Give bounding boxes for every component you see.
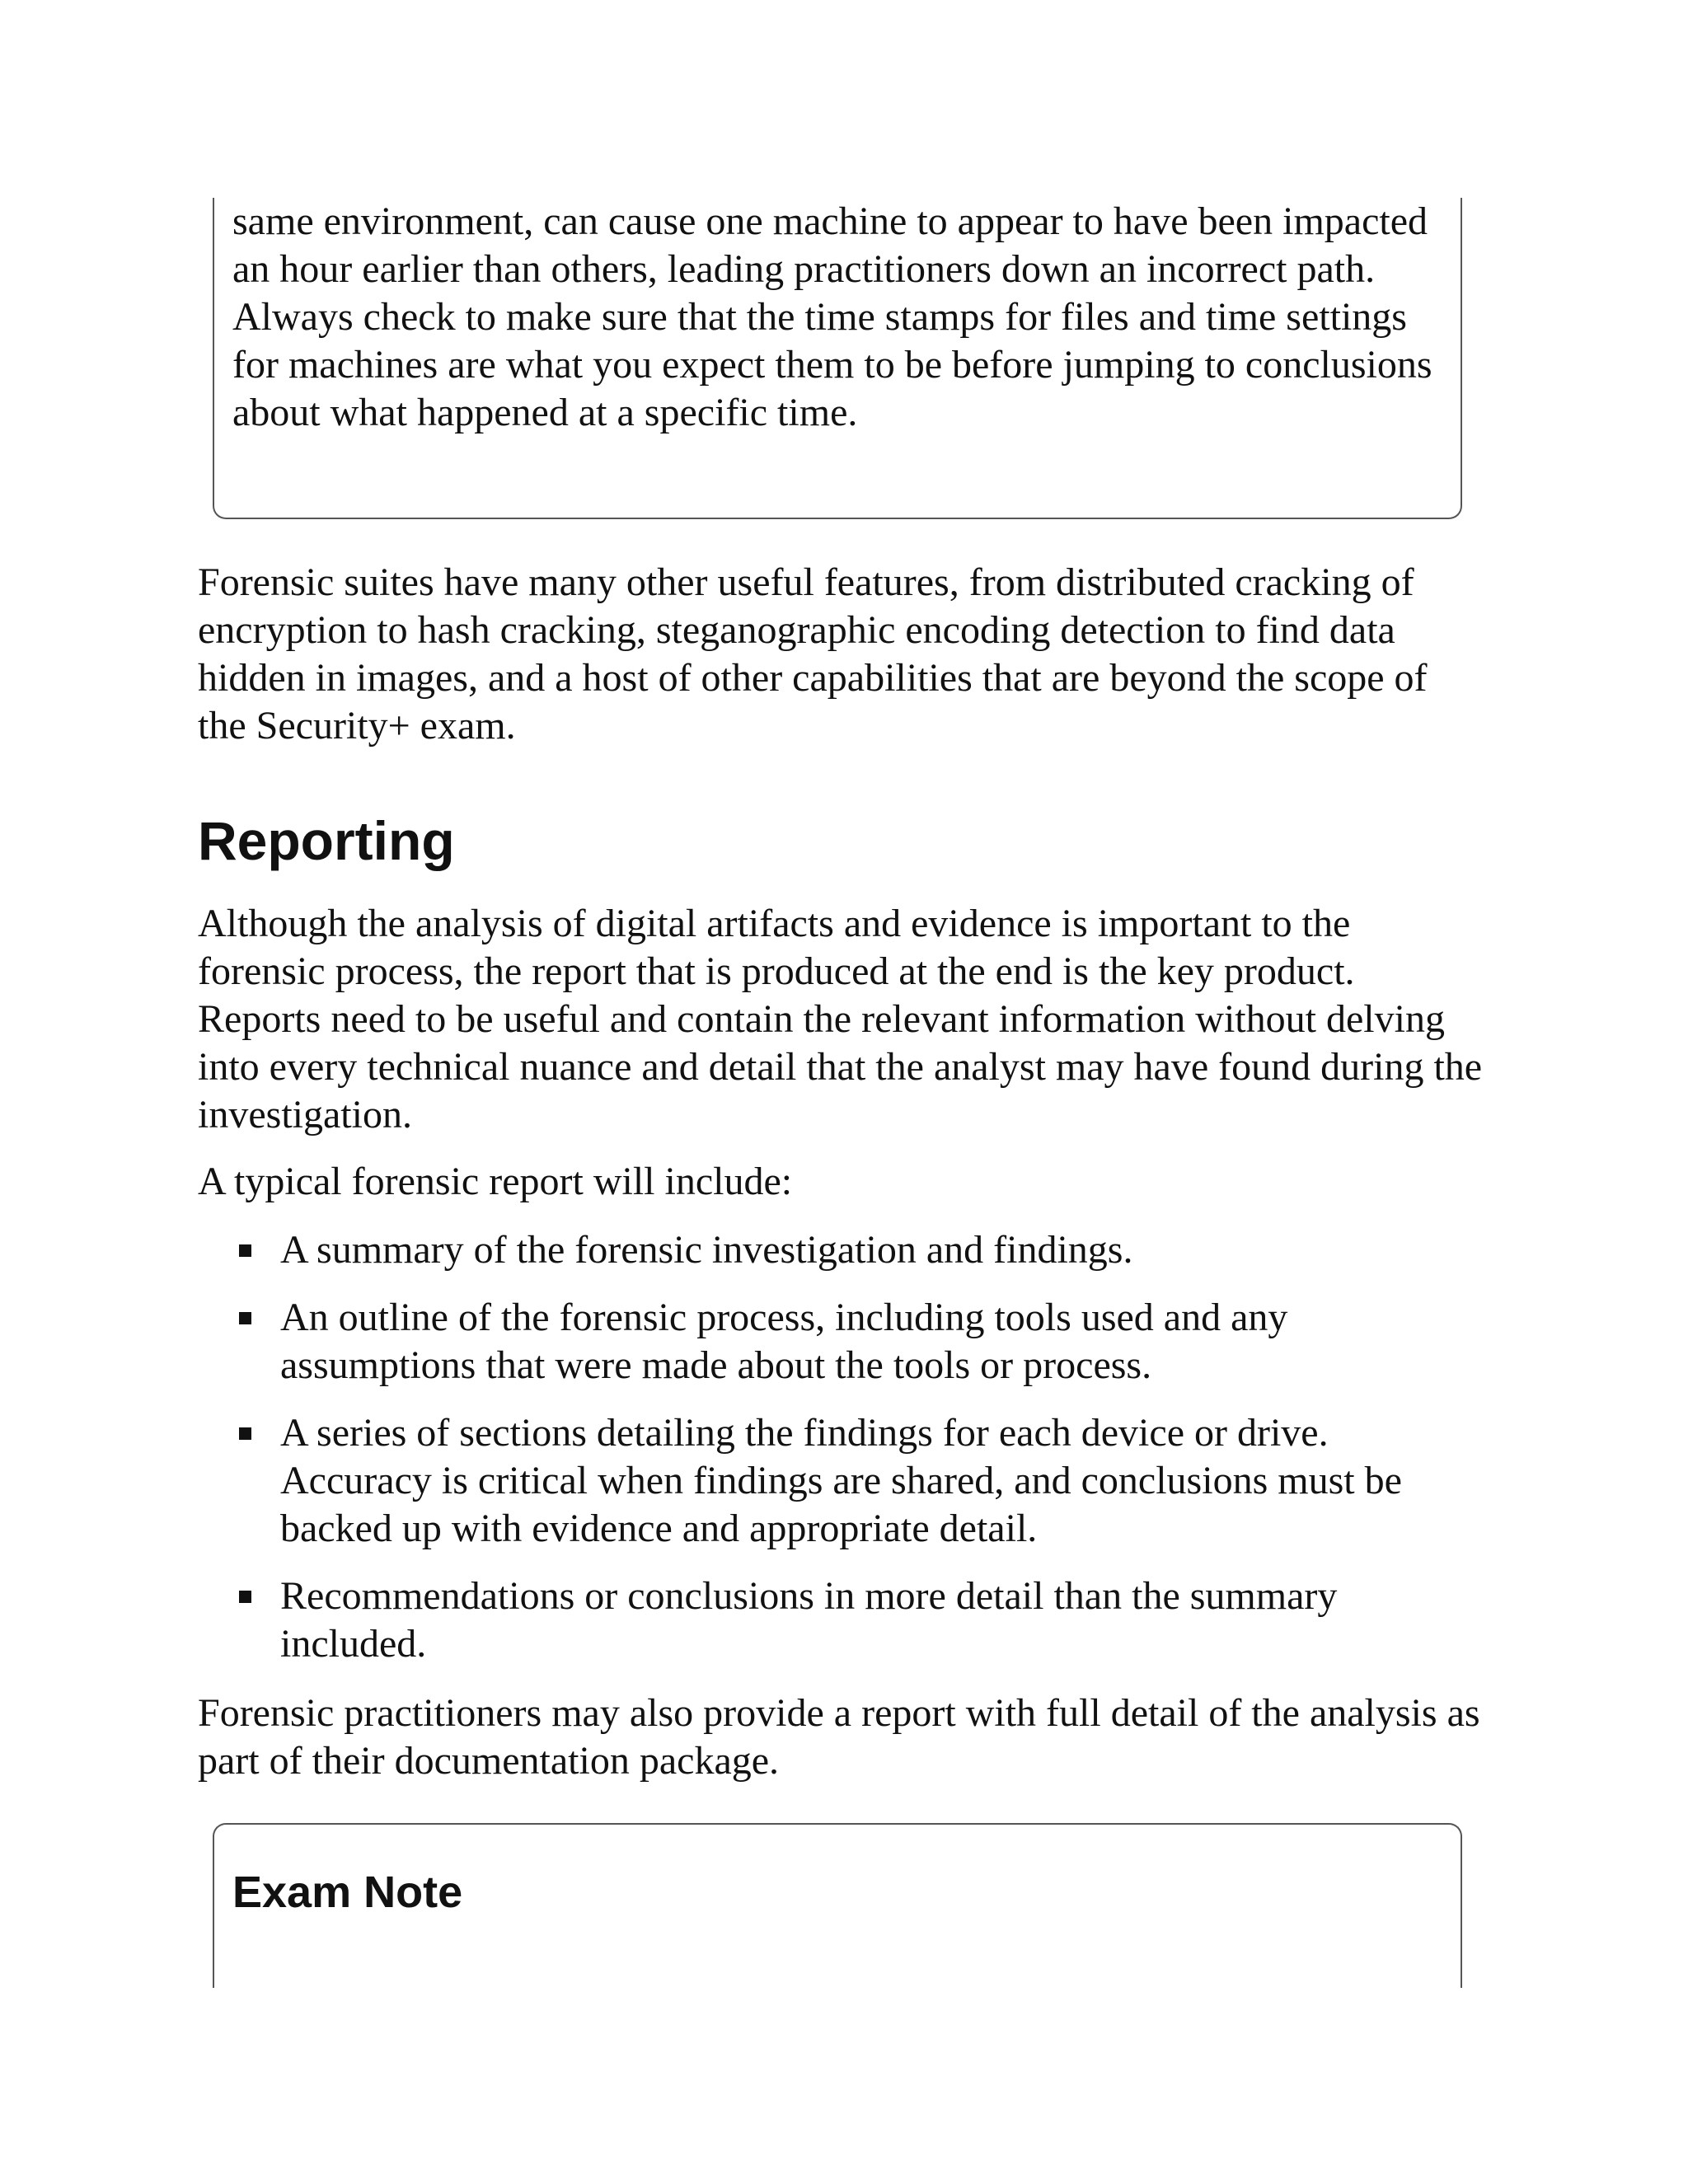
sidebar-text: same environment, can cause one machine to appear to have been impacted an hour earlier than others, leading practitioners down an incorrect path. Always check to make sure that the time stamps for files and time settings for machines are what you expect them to be before jumping to conclusions about what happened at a specific time. [232,199,1432,434]
square-bullet-icon [239,1312,251,1324]
list-item-text: A summary of the forensic investigation and findings. [280,1228,1133,1272]
list-item [198,1294,1484,1390]
list-item [198,1409,1484,1553]
forensic-suites-paragraph: Forensic suites have many other useful features, from distributed cracking of encryption to hash cracking, steganographic encoding detection to find data hidden in images, and a host of other capabilities that are beyond the scope of the Security+ exam. [198,560,1428,748]
exam-note-title: Exam Note [232,1868,463,1917]
report-contents-list [198,1226,1484,1688]
square-bullet-icon [239,1427,251,1440]
list-item-text: A series of sections detailing the findings for each device or drive. Accuracy is critical when findings are shared, and conclusions must be backed up with evidence and appropriate detail. [280,1411,1402,1550]
list-item [198,1572,1484,1668]
list-item [198,1226,1484,1274]
time-stamp-sidebar-box [213,198,1462,519]
section-heading-reporting: Reporting [198,810,455,871]
analysis-paragraph: Although the analysis of digital artifacts and evidence is important to the forensic process, the report that is produced at the end is the key product. Reports need to be useful and contain the relevant information without delving into every technical nuance and detail that the analyst may have found during the investigation. [198,902,1483,1137]
typical-report-intro: A typical forensic report will include: [198,1160,793,1203]
exam-note-box [213,1823,1462,1988]
square-bullet-icon [239,1244,251,1257]
list-item-text: Recommendations or conclusions in more detail than the summary included. [280,1574,1338,1666]
list-item-text: An outline of the forensic process, including tools used and any assumptions that were made about the tools or process. [280,1296,1288,1387]
square-bullet-icon [239,1591,251,1603]
practitioners-paragraph: Forensic practitioners may also provide a report with full detail of the analysis as part of their documentation package. [198,1691,1480,1783]
